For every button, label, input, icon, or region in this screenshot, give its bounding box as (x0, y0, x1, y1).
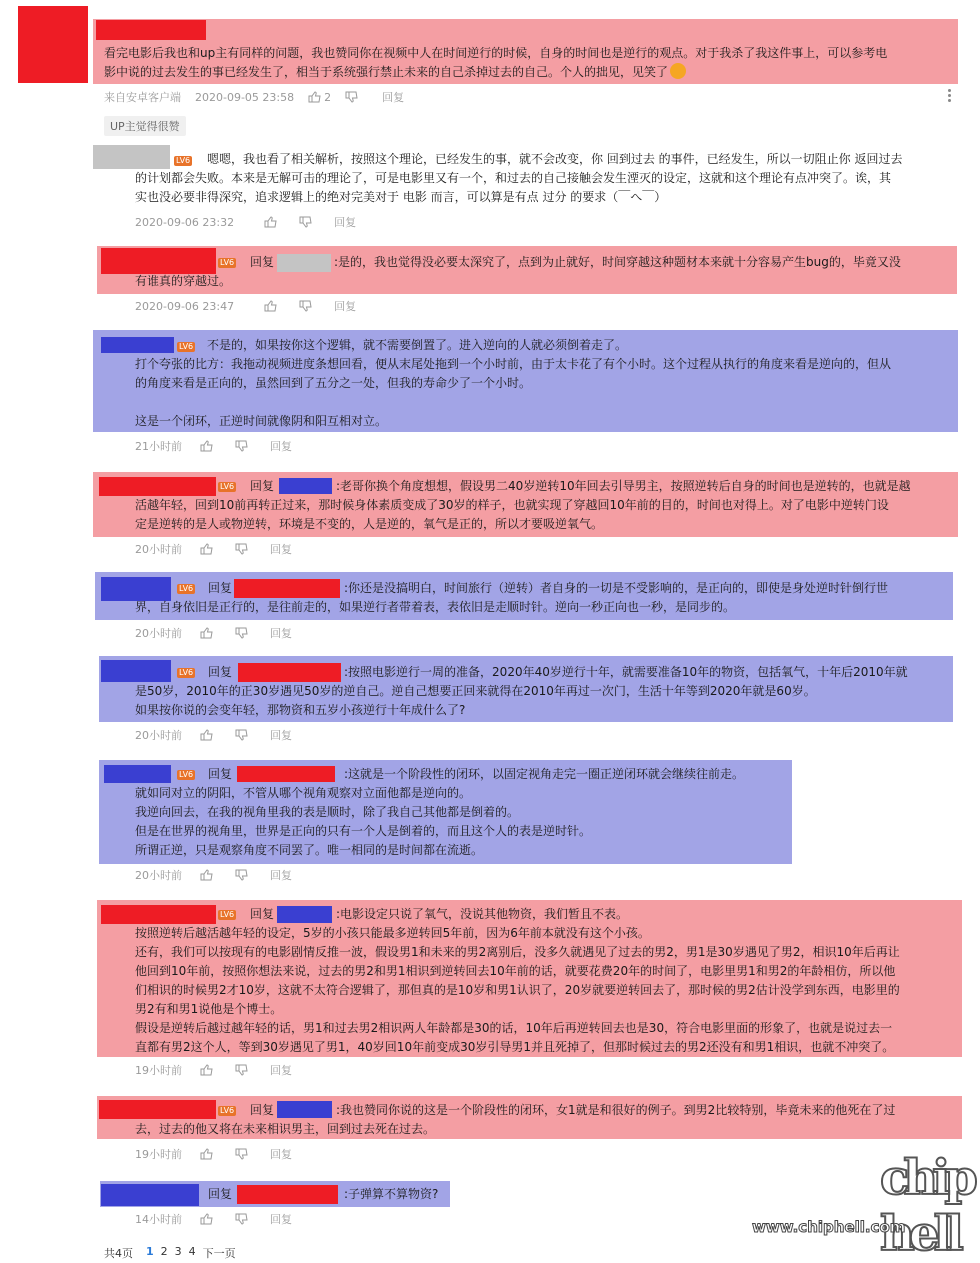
comment-meta: 19小时前 回复 (135, 1064, 292, 1077)
comment-meta: 2020-09-06 23:47 回复 (135, 299, 357, 313)
reply-target-redacted[interactable] (238, 663, 341, 682)
comment-text: :子弹算不算物资? (344, 1187, 439, 1201)
like-icon[interactable] (200, 440, 213, 452)
like-icon[interactable] (200, 869, 213, 881)
dislike-icon[interactable] (299, 216, 312, 228)
like-icon[interactable] (264, 216, 277, 228)
comment-text: 不是的，如果按你这个逻辑，就不需要倒置了。进入逆向的人就必须倒着走了。 (207, 338, 628, 352)
comment-text: :老哥你换个角度想想，假设男二40岁逆转10年回去引导男主，按照逆转后自身的时间也是逆转的，也就是越 (336, 479, 911, 493)
page-link-1[interactable]: 1 (146, 1245, 154, 1258)
dislike-icon[interactable] (235, 729, 248, 741)
reply-button[interactable]: 回复 (334, 300, 357, 313)
comment-meta: 20小时前 回复 (135, 729, 292, 742)
reply-button[interactable]: 回复 (270, 543, 292, 556)
username-redacted[interactable] (101, 1184, 199, 1206)
like-icon[interactable] (200, 1148, 213, 1160)
comment-meta: 20小时前 回复 (135, 869, 292, 882)
dislike-icon[interactable] (235, 627, 248, 639)
watermark-site: www.chiphell.com (752, 1218, 906, 1236)
dislike-icon[interactable] (235, 543, 248, 555)
like-icon[interactable] (200, 627, 213, 639)
comment-meta: 20小时前 回复 (135, 543, 292, 556)
username-redacted[interactable] (96, 20, 206, 40)
level-badge: LV6 (220, 1106, 235, 1115)
reply-label: 回复 (208, 1187, 233, 1201)
avatar[interactable] (18, 6, 88, 83)
comment-text: :这就是一个阶段性的闭环，以固定视角走完一圈正逆闭环就会继续往前走。 (344, 767, 745, 781)
page-link-2[interactable]: 2 (160, 1245, 168, 1258)
like-icon[interactable] (264, 300, 277, 312)
dislike-icon[interactable] (345, 91, 358, 103)
reply-target-redacted[interactable] (237, 766, 335, 782)
comment-text: 界，自身依旧是正行的，是往前走的，如果逆行者带着表，表依旧是走顺时针。逆向一秒正向也一秒，是同步的。 (135, 600, 736, 614)
reply-label: 回复 (250, 1103, 275, 1117)
dislike-icon[interactable] (235, 1213, 248, 1225)
level-badge: LV6 (176, 156, 191, 165)
comment-text: :你还是没搞明白，时间旅行（逆转）者自身的一切是不受影响的，是正向的，即使是身处逆时针倒行世 (344, 581, 889, 595)
username-redacted[interactable] (99, 477, 216, 496)
page-total: 共4页 (104, 1247, 133, 1260)
comment-text: 看完电影后我也和up主有同样的问题，我也赞同你在视频中人在时间逆行的时候，自身的时间也是逆行的观点。对于我杀了我这件事上，可以参考电 影中说的过去发生的事已经发生了，相当于系统强行禁止未来的自己杀掉过去的自己。个人的拙见，见笑了 (104, 46, 888, 79)
reply-label: 回复 (208, 767, 233, 781)
reply-button[interactable]: 回复 (270, 1064, 292, 1077)
comment-text: 打个夸张的比方：我拖动视频进度条想回看，便从末尾处拖到一个小时前，由于太卡花了有个小时。这个过程从执行的角度来看是逆向的，但从 的角度来看是正向的，虽然回到了五分之一处，但我的寿命少了一个小时。 这是一个闭环，正逆时间就像阴和阳互相对立。 (135, 357, 892, 428)
comment-text: 嗯嗯，我也看了相关解析，按照这个理论，已经发生的事，就不会改变，你 回到过去 的事件，已经发生，所以一切阻止你 返回过去 (207, 152, 903, 166)
comment-meta: 21小时前 回复 (135, 440, 292, 453)
comment-text: 就如同对立的阴阳，不管从哪个视角观察对立面他都是逆向的。 我逆向回去，在我的视角里我的表是顺时，除了我自己其他都是倒着的。 但是在世界的视角里，世界是正向的只有一个人是倒着的，而且这个人的表是逆时针。 所谓正逆，只是观察角度不同罢了。唯一相同的是时间都在流逝。 (135, 786, 592, 857)
username-redacted[interactable] (101, 337, 174, 353)
comment-text: 的计划都会失败。本来是无解可击的理论了，可是电影里又有一个，和过去的自己接触会发生湮灭的设定，这就和这个理论有点冲突了。诶，其 实也没必要非得深究，追求逻辑上的绝对完美对于 电影 而言，可以算是有点 过分 的要求（￣へ￣） (135, 171, 892, 204)
reply-target-redacted[interactable] (237, 1185, 338, 1204)
level-badge: LV6 (179, 770, 194, 779)
chiphell-logo: chip hell (880, 1150, 972, 1262)
more-menu-icon[interactable] (948, 89, 952, 103)
pagination (104, 1245, 236, 1261)
up-liked-tag: UP主觉得很赞 (104, 116, 186, 136)
level-badge: LV6 (220, 258, 235, 267)
dislike-icon[interactable] (235, 869, 248, 881)
dislike-icon[interactable] (235, 440, 248, 452)
next-page-link[interactable]: 下一页 (202, 1247, 236, 1260)
dislike-icon[interactable] (235, 1148, 248, 1160)
username-redacted[interactable] (101, 248, 216, 274)
reply-button[interactable]: 回复 (334, 216, 357, 229)
reply-label: 回复 (208, 581, 233, 595)
dislike-icon[interactable] (299, 300, 312, 312)
reply-button[interactable]: 回复 (270, 1213, 292, 1226)
reply-button[interactable]: 回复 (270, 1148, 292, 1161)
comment-text: 是50岁，2010年的正30岁遇见50岁的逆自己。逆自己想要正回来就得在2010年再过一次门，生活十年等到2020年就是60岁。 如果按你说的会变年轻，那物资和五岁小孩逆行十年成什么了? (135, 684, 816, 717)
comment-meta: 19小时前 回复 (135, 1148, 292, 1161)
reply-button[interactable]: 回复 (270, 440, 292, 453)
comment-meta: 20小时前 回复 (135, 627, 292, 640)
comment-text: :我也赞同你说的这是一个阶段性的闭环，女1就是和很好的例子。到男2比较特别，毕竟未来的他死在了过 (336, 1103, 896, 1117)
comment-text: 活越年轻，回到10前再转正过来，那时候身体素质变成了30岁的样子，也就实现了穿越回10年前的目的，时间也对得上。对了电影中逆转门设 定是逆转的是人或物逆转，环境是不变的，人是逆的，氧气是正的，所以才要吸逆氧气。 (135, 498, 889, 531)
dislike-icon[interactable] (235, 1064, 248, 1076)
level-badge: LV6 (220, 910, 235, 919)
reply-button[interactable]: 回复 (270, 729, 292, 742)
reply-label: 回复 (250, 479, 275, 493)
comment-meta: 2020-09-06 23:32 回复 (135, 215, 357, 229)
username-redacted[interactable] (101, 660, 171, 682)
level-badge: LV6 (179, 342, 194, 351)
like-icon[interactable] (200, 543, 213, 555)
reply-button[interactable]: 回复 (382, 91, 405, 104)
comment-meta: 来自安卓客户端 2020-09-05 23:58 2 回复 (104, 90, 405, 104)
page-link-4[interactable]: 4 (188, 1245, 196, 1258)
reply-target-redacted[interactable] (277, 906, 332, 923)
like-icon[interactable] (308, 91, 321, 103)
username-redacted[interactable] (101, 905, 216, 924)
username-redacted[interactable] (99, 1100, 216, 1119)
comment-text: :是的，我也觉得没必要太深究了，点到为止就好，时间穿越这种题材本来就十分容易产生bug的，毕竟又没 (334, 255, 901, 269)
like-icon[interactable] (200, 1213, 213, 1225)
like-icon[interactable] (200, 1064, 213, 1076)
like-icon[interactable] (200, 729, 213, 741)
comment-text: 按照逆转后越活越年轻的设定，5岁的小孩只能最多逆转回5年前，因为6年前本就没有这个小孩。 还有，我们可以按现有的电影剧情反推一波，假设男1和未来的男2离别后，没多久就遇见了过去的男2，男1是30岁遇见了男2，相识10年后再让 他回到10年前，按照你想法来说，过去的男2和男1相识到逆转回去10年前的话，就要花费20年的时间了，电影里男1和男2的年龄相仿，所以他 们相识的时候男2才10岁，这就不太符合逻辑了，那但真的是10岁和男1认识了，20岁就要逆转回去了，那时候的男2估计没学到东西，电影里的 男2有和男1说他是个博士。 假设是逆转后越过越年轻的话，男1和过去男2相识两人年龄都是30的话，10年后再逆转回去也是30，符合电影里面的形象了，也就是说过去一 直都有男2这个人，等到30岁遇见了男1，40岁回10年前变成30岁引导男1并且死掉了，但那时候过去的男2还没有和男1相识，也就不冲突了。 (135, 926, 900, 1054)
reply-button[interactable]: 回复 (270, 869, 292, 882)
comment-text: 有谁真的穿越过。 (135, 274, 232, 288)
reply-target-redacted[interactable] (234, 579, 340, 598)
username-redacted[interactable] (104, 765, 171, 783)
reply-target-redacted[interactable] (279, 478, 332, 494)
reply-label: 回复 (250, 907, 275, 921)
reply-button[interactable]: 回复 (270, 627, 292, 640)
reply-target-redacted[interactable] (277, 1101, 332, 1118)
reply-label: 回复 (250, 255, 275, 269)
laugh-emoji-icon (670, 63, 686, 79)
level-badge: LV6 (220, 482, 235, 491)
level-badge: LV6 (179, 668, 194, 677)
level-badge: LV6 (179, 584, 194, 593)
comment-text: :电影设定只说了氧气，没说其他物资，我们暂且不表。 (336, 907, 629, 921)
comment-meta: 14小时前 回复 (135, 1213, 292, 1226)
reply-label: 回复 (208, 665, 233, 679)
page-link-3[interactable]: 3 (174, 1245, 182, 1258)
comment-text: :按照电影逆行一周的准备，2020年40岁逆行十年，就需要准备10年的物资，包括氧气，十年后2010年就 (344, 665, 908, 679)
comment-text: 去，过去的他又将在未来相识男主，回到过去死在过去。 (135, 1122, 436, 1136)
reply-target-redacted[interactable] (277, 254, 331, 272)
